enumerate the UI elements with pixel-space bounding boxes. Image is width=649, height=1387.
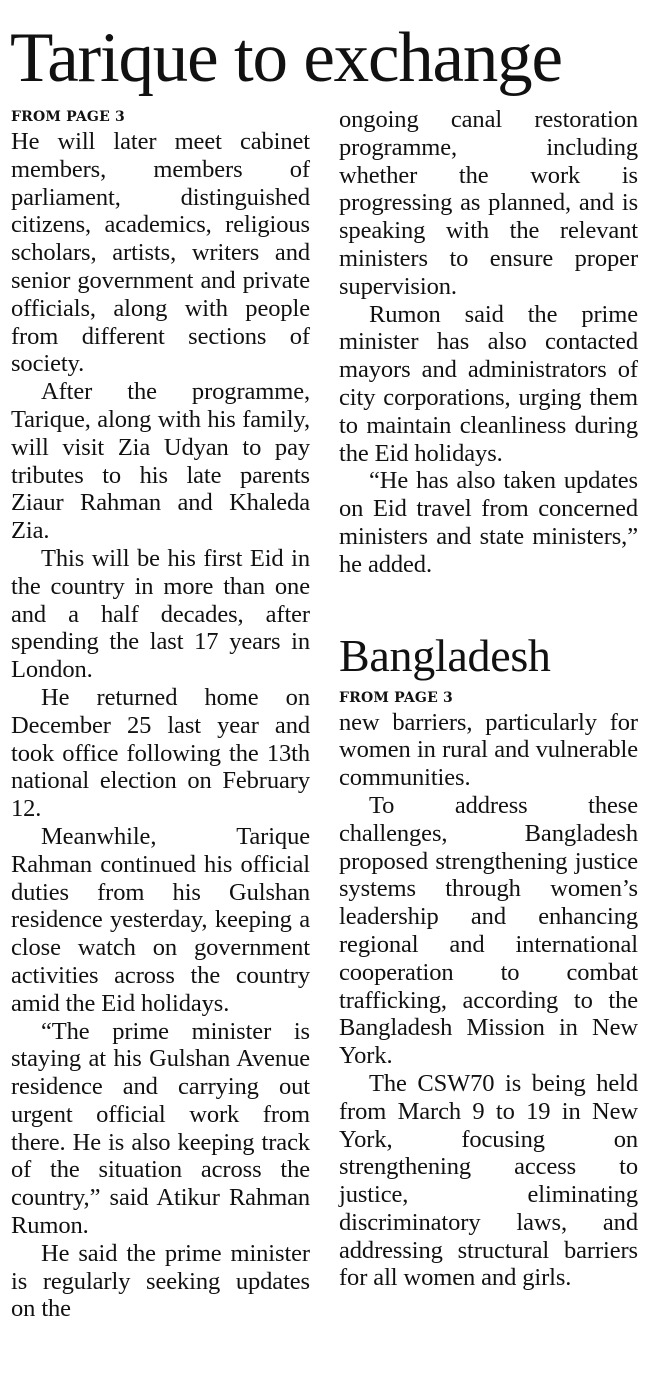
paragraph: Rumon said the prime minister has also contacted mayors and administrators of city corporations, urging them to maintain cleanliness during the Eid holidays.: [339, 300, 638, 467]
column-right: [339, 106, 638, 1292]
dateline: FROM PAGE 3: [11, 109, 125, 125]
paragraph: “The prime minister is staying at his Gulshan Avenue residence and carrying out urgent official work from there. He is also keeping track of the situation across the country,” said Atikur Rahman Rumon.: [11, 1017, 310, 1240]
paragraph: He returned home on December 25 last year and took office following the 13th national election on February 12.: [11, 683, 310, 823]
article-title: Bangladesh: [339, 629, 551, 681]
paragraph-continued: ongoing canal restoration programme, including whether the work is progressing as planned, and is speaking with the relevant ministers to ensure proper supervision.: [339, 106, 638, 300]
headline: Tarique to exchange: [10, 19, 562, 97]
paragraph: “He has also taken updates on Eid travel from concerned ministers and state ministers,” he added.: [339, 467, 638, 578]
paragraph: He will later meet cabinet members, members of parliament, distinguished citizens, academics, religious scholars, artists, writers and senior government and private officials, along with people from different sections of society.: [11, 128, 310, 378]
paragraph: new barriers, particularly for women in rural and vulnerable communities.: [339, 708, 638, 792]
paragraph: Meanwhile, Tarique Rahman continued his official duties from his Gulshan residence yesterday, keeping a close watch on government activities across the country amid the Eid holidays.: [11, 822, 310, 1017]
paragraph: This will be his first Eid in the country in more than one and a half decades, after spending the last 17 years in London.: [11, 544, 310, 684]
dateline: FROM PAGE 3: [339, 689, 453, 706]
paragraph-split-start: He said the prime minister is regularly seeking updates on the: [11, 1239, 310, 1323]
column-left: [11, 106, 310, 1323]
paragraph: The CSW70 is being held from March 9 to 19 in New York, focusing on strengthening access to justice, eliminating discriminatory laws, and addressing structural barriers for all women and girls.: [339, 1069, 638, 1292]
paragraph: After the programme, Tarique, along with his family, will visit Zia Udyan to pay tributes to his late parents Ziaur Rahman and Khaleda Zia.: [11, 378, 310, 545]
paragraph: To address these challenges, Bangladesh proposed strengthening justice systems through women’s leadership and enhancing regional and international cooperation to combat trafficking, according to the Bangladesh Mission in New York.: [339, 791, 638, 1070]
